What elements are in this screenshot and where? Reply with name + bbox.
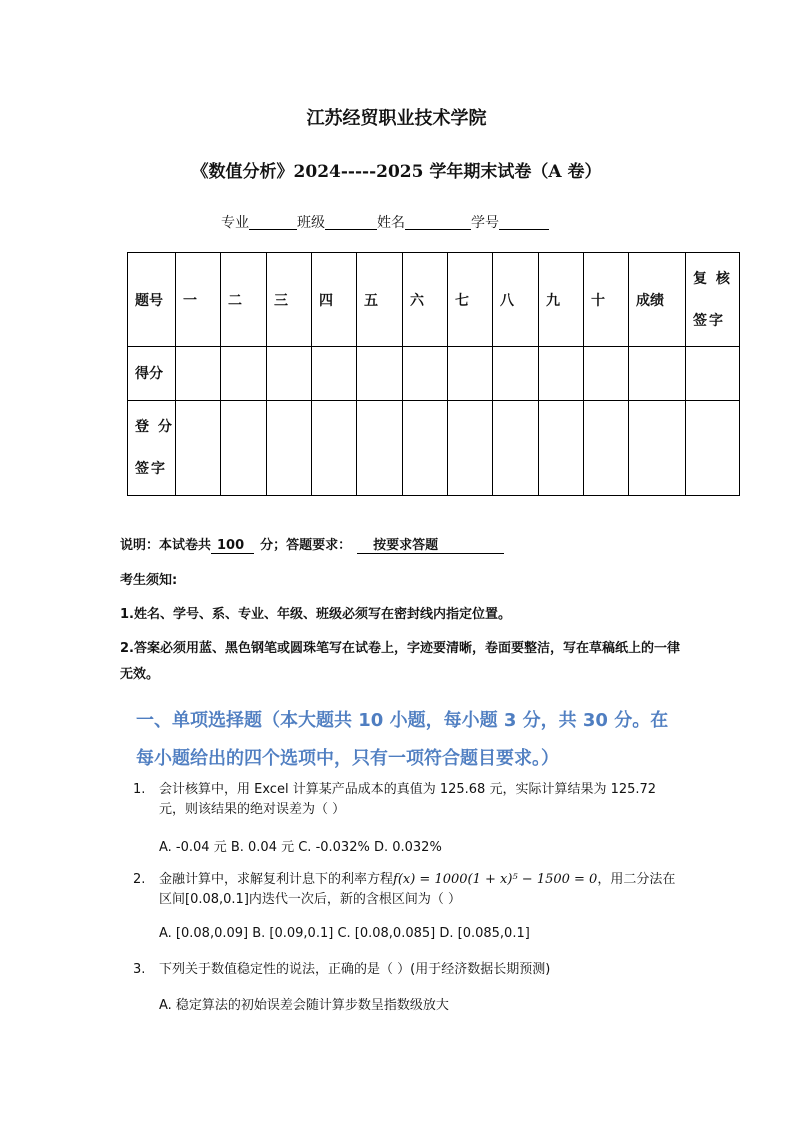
- record-sign-row: [128, 400, 740, 495]
- school-name: 江苏经贸职业技术学院: [306, 108, 487, 129]
- question-number-label: 题号: [128, 253, 176, 347]
- score-cell[interactable]: [539, 347, 584, 400]
- col-header: 五: [357, 253, 403, 347]
- exam-description: [120, 534, 504, 554]
- record-sign-line2: 签字: [135, 460, 167, 477]
- question-number: 3.: [133, 962, 146, 977]
- question-2: [133, 870, 678, 910]
- record-sign-line1: 登 分: [135, 418, 174, 435]
- col-header: 一: [176, 253, 221, 347]
- answer-requirement: 按要求答题: [357, 534, 504, 554]
- sign-cell[interactable]: [312, 400, 357, 495]
- major-label: 专业: [221, 215, 249, 231]
- question-2-options: A. [0.08,0.09] B. [0.09,0.1] C. [0.08,0.085] D. [0.085,0.1]: [159, 926, 530, 941]
- total-score: 100: [211, 538, 254, 554]
- question-text-before: 金融计算中，求解复利计息下的利率方程: [159, 872, 394, 887]
- col-header: 七: [448, 253, 493, 347]
- col-header: 六: [403, 253, 448, 347]
- desc-prefix: 说明：本试卷共: [120, 538, 212, 553]
- col-header: 九: [539, 253, 584, 347]
- class-blank: [325, 215, 377, 230]
- desc-mid: 分；答题要求：: [260, 538, 352, 553]
- section-heading-line2: 每小题给出的四个选项中，只有一项符合题目要求。）: [136, 748, 559, 769]
- score-cell[interactable]: [493, 347, 539, 400]
- score-cell[interactable]: [312, 347, 357, 400]
- equation: f(x) = 1000(1 + x)⁵ − 1500 = 0: [393, 872, 598, 887]
- record-sign-label: [128, 400, 176, 495]
- question-number-row: [128, 253, 740, 347]
- section-heading: [136, 702, 676, 778]
- col-header: 八: [493, 253, 539, 347]
- student-id-label: 学号: [471, 215, 499, 231]
- score-cell[interactable]: [448, 347, 493, 400]
- score-cell[interactable]: [403, 347, 448, 400]
- review-sign-line1: 复 核: [693, 270, 732, 287]
- question-text: 会计核算中，用 Excel 计算某产品成本的真值为 125.68 元，实际计算结果为 125.72 元，则该结果的绝对误差为（ ）: [159, 782, 657, 817]
- sign-cell[interactable]: [403, 400, 448, 495]
- notice-rule-1: 1.姓名、学号、系、专业、年级、班级必须写在密封线内指定位置。: [120, 607, 511, 622]
- sign-cell[interactable]: [686, 400, 740, 495]
- col-header: 十: [584, 253, 629, 347]
- score-row: [128, 347, 740, 400]
- review-sign-line2: 签字: [693, 312, 725, 329]
- name-blank: [405, 215, 471, 230]
- class-label: 班级: [297, 215, 325, 231]
- section-heading-line1: 一、单项选择题（本大题共 10 小题，每小题 3 分，共 30 分。在: [136, 710, 669, 731]
- major-blank: [249, 215, 297, 230]
- sign-cell[interactable]: [448, 400, 493, 495]
- sign-cell[interactable]: [584, 400, 629, 495]
- score-cell[interactable]: [584, 347, 629, 400]
- exam-title: 《数值分析》2024-----2025 学年期末试卷（A 卷）: [191, 162, 602, 182]
- review-sign-header: [686, 253, 740, 347]
- student-id-blank: [499, 215, 549, 230]
- col-header: 四: [312, 253, 357, 347]
- sign-cell[interactable]: [267, 400, 312, 495]
- col-header-total: 成绩: [629, 253, 686, 347]
- col-header: 二: [221, 253, 267, 347]
- score-cell[interactable]: [176, 347, 221, 400]
- sign-cell[interactable]: [539, 400, 584, 495]
- student-info-line: [221, 212, 549, 232]
- sign-cell[interactable]: [493, 400, 539, 495]
- question-3-option-a: A. 稳定算法的初始误差会随计算步数呈指数级放大: [159, 998, 449, 1013]
- score-cell[interactable]: [357, 347, 403, 400]
- sign-cell[interactable]: [221, 400, 267, 495]
- sign-cell[interactable]: [629, 400, 686, 495]
- question-1: [133, 780, 678, 820]
- score-cell[interactable]: [629, 347, 686, 400]
- question-text-after: ，用二分法在区间[0.08,0.1]内迭代一次后，新的含根区间为（ ）: [159, 872, 676, 907]
- question-text: [159, 870, 678, 910]
- question-number: 1.: [133, 782, 146, 797]
- sign-cell[interactable]: [357, 400, 403, 495]
- score-table: [127, 252, 740, 496]
- notice-rule-2: 2.答案必须用蓝、黑色钢笔或圆珠笔写在试卷上，字迹要清晰，卷面要整洁，写在草稿纸上的一律无效。: [120, 641, 680, 682]
- name-label: 姓名: [377, 215, 405, 231]
- score-cell[interactable]: [686, 347, 740, 400]
- col-header: 三: [267, 253, 312, 347]
- sign-cell[interactable]: [176, 400, 221, 495]
- question-text: 下列关于数值稳定性的说法，正确的是（ ）(用于经济数据长期预测): [159, 962, 551, 977]
- score-cell[interactable]: [221, 347, 267, 400]
- question-number: 2.: [133, 872, 146, 887]
- score-cell[interactable]: [267, 347, 312, 400]
- question-1-options: A. -0.04 元 B. 0.04 元 C. -0.032% D. 0.032%: [159, 840, 442, 855]
- score-label: 得分: [128, 347, 176, 400]
- question-3: [133, 960, 678, 980]
- notice-title: 考生须知:: [120, 573, 178, 588]
